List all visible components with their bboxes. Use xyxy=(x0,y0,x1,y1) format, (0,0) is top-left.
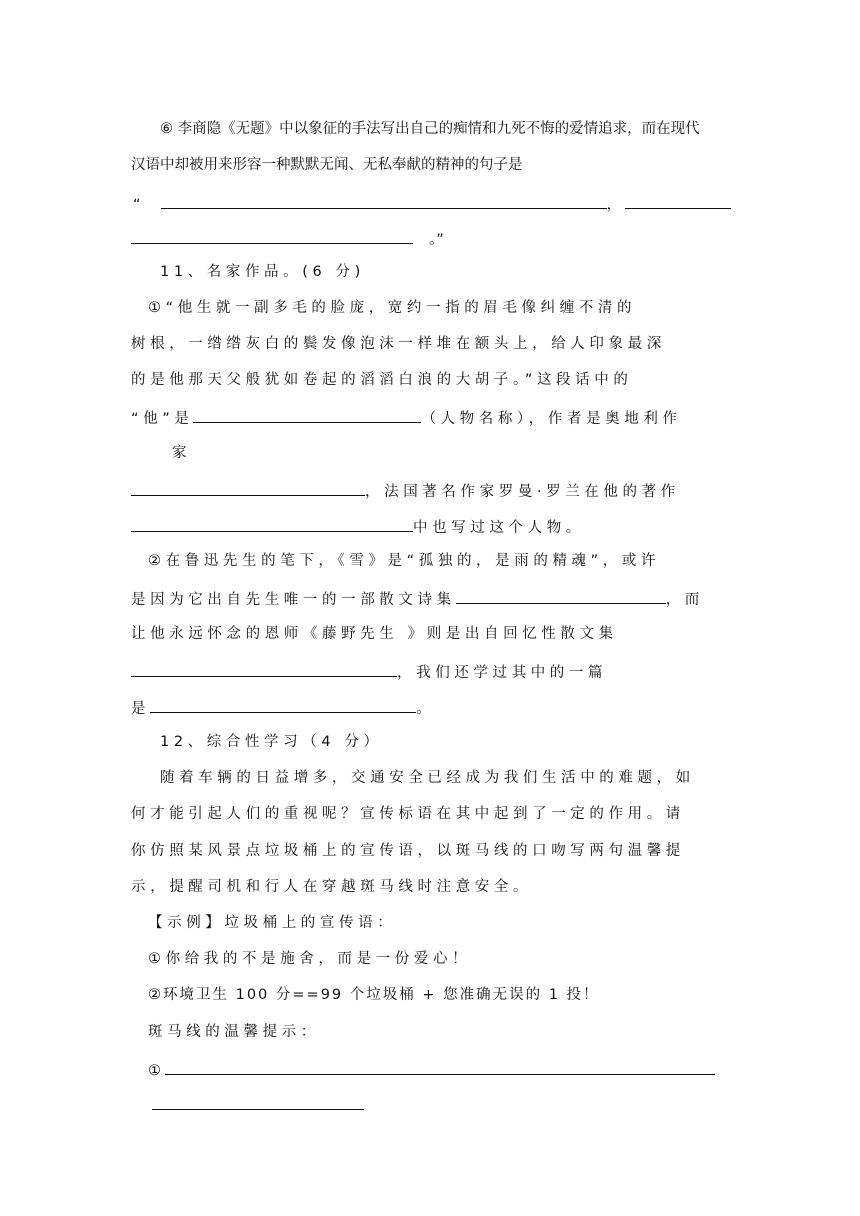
text: “他”是 xyxy=(131,411,194,427)
q11-title: 11、名家作品。(6 分) xyxy=(160,264,365,280)
q11-p2-line1: ②在鲁迅先生的笔下，《雪》是“孤独的，是雨的精魂”，或许 xyxy=(148,553,661,569)
q11-p2-line5 xyxy=(131,696,435,719)
answer-blank[interactable] xyxy=(131,227,413,244)
answer-blank[interactable] xyxy=(456,587,666,604)
text: ，而 xyxy=(665,592,704,608)
open-quote: “ xyxy=(133,197,141,213)
q12-line1: 随着车辆的日益增多，交通安全已经成为我们生活中的难题，如 xyxy=(160,770,695,786)
q10-6-line1: ⑥ 李商隐《无题》中以象征的手法写出自己的痴情和九死不悔的爱情追求，而在现代 xyxy=(160,121,700,137)
q11-p2-line3: 让他永远怀念的恩师《藤野先生 》则是出自回忆性散文集 xyxy=(131,626,618,642)
q12-example-label: 【示例】垃圾桶上的宣传语： xyxy=(148,915,397,931)
answer-blank[interactable] xyxy=(165,1058,715,1075)
answer-blank[interactable] xyxy=(131,479,365,496)
answer-blank[interactable] xyxy=(150,696,416,713)
q11-p1-line5: 家 xyxy=(172,445,192,461)
q12-line4: 示，提醒司机和行人在穿越斑马线时注意安全。 xyxy=(131,879,533,895)
q11-p1-line2: 树根，一绺绺灰白的鬓发像泡沫一样堆在额头上，给人印象最深 xyxy=(131,336,666,352)
answer-blank[interactable] xyxy=(131,515,413,532)
close-quote: 。” xyxy=(429,232,444,248)
text: （人物名称），作者是奥地利作 xyxy=(421,411,682,427)
text: 中也写过这个人物。 xyxy=(413,520,585,536)
q11-p2-line2 xyxy=(131,587,704,610)
q11-p1-line7 xyxy=(131,515,585,538)
text: 。 xyxy=(416,701,436,717)
q12-line3: 你仿照某风景点垃圾桶上的宣传语，以斑马线的口吻写两句温馨提 xyxy=(131,843,685,859)
q11-p1-line1: ①“他生就一副多毛的脸庞，宽约一指的眉毛像纠缠不清的 xyxy=(148,300,637,316)
answer-blank[interactable] xyxy=(152,1093,364,1110)
text: ，我们还学过其中的一篇 xyxy=(397,665,608,681)
q11-p1-line4 xyxy=(131,406,682,429)
q12-example-2: ②环境卫生 100 分==99 个垃圾桶 + 您准确无误的 1 投！ xyxy=(148,987,600,1003)
q12-example-1: ①你给我的不是施舍，而是一份爱心！ xyxy=(148,951,472,967)
q10-6-line2: 汉语中却被用来形容一种默默无闻、无私奉献的精神的句子是 xyxy=(131,157,523,173)
answer-number: ① xyxy=(148,1063,161,1079)
q10-6-answer-line2 xyxy=(131,227,444,250)
text: ，法国著名作家罗曼·罗兰在他的著作 xyxy=(365,484,680,500)
answer-blank[interactable] xyxy=(131,660,397,677)
answer-blank[interactable] xyxy=(161,192,607,209)
text: 是 xyxy=(131,701,151,717)
answer-blank[interactable] xyxy=(193,406,421,423)
q12-prompt: 斑马线的温馨提示： xyxy=(148,1024,320,1040)
q12-title: 12、综合性学习（4 分） xyxy=(160,734,383,750)
q11-p2-line4 xyxy=(131,660,607,683)
answer-blank[interactable] xyxy=(625,192,731,209)
q12-line2: 何才能引起人们的重视呢？宣传标语在其中起到了一定的作用。请 xyxy=(131,806,685,822)
q11-p1-line3: 的是他那天父般犹如卷起的滔滔白浪的大胡子。”这段话中的 xyxy=(131,372,633,388)
q11-p1-line6 xyxy=(131,479,680,502)
comma: ， xyxy=(606,197,622,213)
q12-answer-line2 xyxy=(152,1093,364,1116)
text: 是因为它出自先生唯一的一部散文诗集 xyxy=(131,592,456,608)
q12-answer-line1 xyxy=(148,1058,715,1081)
q10-6-answer-line1 xyxy=(133,192,731,215)
